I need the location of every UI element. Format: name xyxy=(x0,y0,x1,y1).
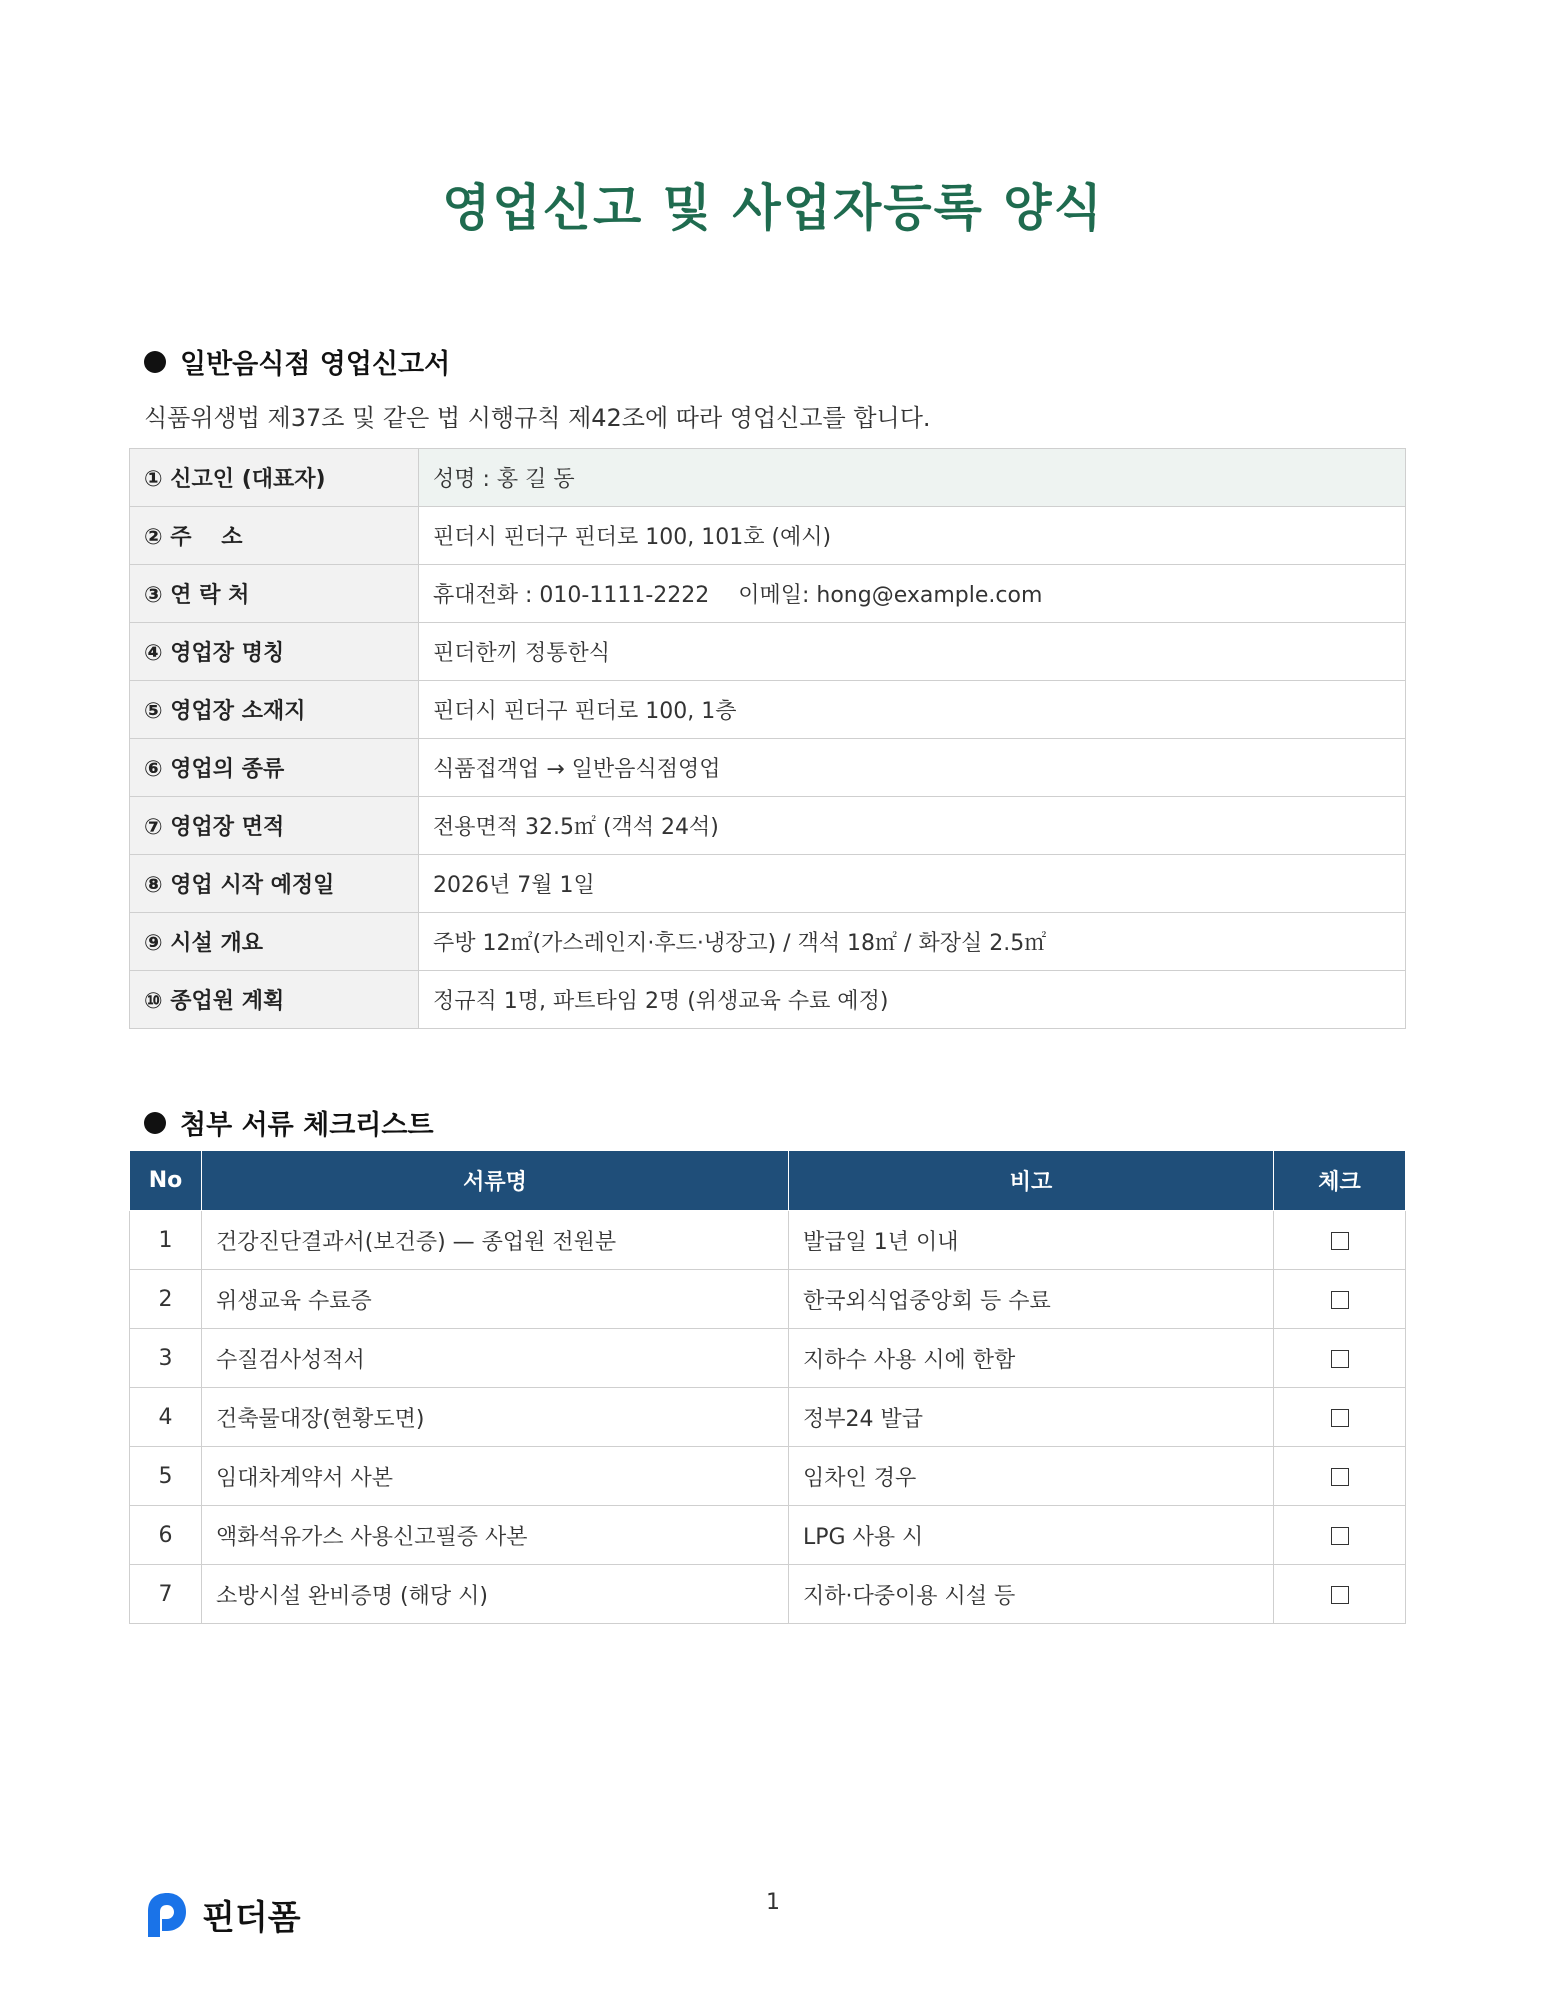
intro-text: 식품위생법 제37조 및 같은 법 시행규칙 제42조에 따라 영업신고를 합니다. xyxy=(144,404,931,432)
field-value: 식품접객업 → 일반음식점영업 xyxy=(419,739,1406,797)
check-cell xyxy=(1274,1211,1406,1270)
row-number: 7 xyxy=(130,1565,202,1624)
field-label: ⑥ 영업의 종류 xyxy=(130,739,419,797)
checkbox[interactable] xyxy=(1331,1409,1349,1427)
table-row xyxy=(130,913,1406,971)
table-row xyxy=(130,1506,1406,1565)
document-name: 위생교육 수료증 xyxy=(202,1270,789,1329)
table-row xyxy=(130,1329,1406,1388)
document-name: 임대차계약서 사본 xyxy=(202,1447,789,1506)
table-row xyxy=(130,1447,1406,1506)
field-value: 핀더한끼 정통한식 xyxy=(419,623,1406,681)
table-row xyxy=(130,449,1406,507)
section-heading-application xyxy=(144,342,450,381)
table-row xyxy=(130,1565,1406,1624)
row-number: 2 xyxy=(130,1270,202,1329)
section-heading-checklist xyxy=(144,1103,434,1142)
check-cell xyxy=(1274,1565,1406,1624)
row-number: 1 xyxy=(130,1211,202,1270)
table-row xyxy=(130,797,1406,855)
page-title: 영업신고 및 사업자등록 양식 xyxy=(442,179,1104,237)
column-header-no: No xyxy=(130,1151,202,1211)
column-header-name: 서류명 xyxy=(202,1151,789,1211)
field-label: ⑤ 영업장 소재지 xyxy=(130,681,419,739)
documents-checklist-table xyxy=(129,1150,1406,1624)
check-cell xyxy=(1274,1506,1406,1565)
table-row xyxy=(130,565,1406,623)
table-row xyxy=(130,855,1406,913)
row-number: 3 xyxy=(130,1329,202,1388)
bullet-icon xyxy=(144,351,166,373)
document-note: 지하·다중이용 시설 등 xyxy=(789,1565,1274,1624)
document-name: 소방시설 완비증명 (해당 시) xyxy=(202,1565,789,1624)
field-label: ⑦ 영업장 면적 xyxy=(130,797,419,855)
field-value: 주방 12㎡(가스레인지·후드·냉장고) / 객석 18㎡ / 화장실 2.5㎡ xyxy=(419,913,1406,971)
checkbox[interactable] xyxy=(1331,1586,1349,1604)
checkbox[interactable] xyxy=(1331,1291,1349,1309)
table-row xyxy=(130,623,1406,681)
row-number: 6 xyxy=(130,1506,202,1565)
table-row xyxy=(130,507,1406,565)
document-name: 액화석유가스 사용신고필증 사본 xyxy=(202,1506,789,1565)
field-label: ③ 연 락 처 xyxy=(130,565,419,623)
table-row xyxy=(130,739,1406,797)
page-number: 1 xyxy=(766,1890,780,1915)
field-value: 핀더시 핀더구 핀더로 100, 101호 (예시) xyxy=(419,507,1406,565)
row-number: 4 xyxy=(130,1388,202,1447)
checkbox[interactable] xyxy=(1331,1468,1349,1486)
field-label: ⑩ 종업원 계획 xyxy=(130,971,419,1029)
field-label: ⑨ 시설 개요 xyxy=(130,913,419,971)
table-row xyxy=(130,1270,1406,1329)
check-cell xyxy=(1274,1270,1406,1329)
field-value: 정규직 1명, 파트타임 2명 (위생교육 수료 예정) xyxy=(419,971,1406,1029)
table-row xyxy=(130,971,1406,1029)
document-name: 건강진단결과서(보건증) — 종업원 전원분 xyxy=(202,1211,789,1270)
check-cell xyxy=(1274,1388,1406,1447)
field-value: 핀더시 핀더구 핀더로 100, 1층 xyxy=(419,681,1406,739)
table-header-row xyxy=(130,1151,1406,1211)
checkbox[interactable] xyxy=(1331,1350,1349,1368)
field-value: 전용면적 32.5㎡ (객석 24석) xyxy=(419,797,1406,855)
column-header-check: 체크 xyxy=(1274,1151,1406,1211)
section-heading-text: 첨부 서류 체크리스트 xyxy=(180,1110,434,1141)
document-note: 정부24 발급 xyxy=(789,1388,1274,1447)
column-header-note: 비고 xyxy=(789,1151,1274,1211)
document-note: 발급일 1년 이내 xyxy=(789,1211,1274,1270)
field-label: ② 주 소 xyxy=(130,507,419,565)
row-number: 5 xyxy=(130,1447,202,1506)
field-label: ④ 영업장 명칭 xyxy=(130,623,419,681)
application-table xyxy=(129,448,1406,1029)
field-value: 휴대전화 : 010-1111-2222 이메일: hong@example.com xyxy=(419,565,1406,623)
checkbox[interactable] xyxy=(1331,1527,1349,1545)
document-note: 지하수 사용 시에 한함 xyxy=(789,1329,1274,1388)
check-cell xyxy=(1274,1329,1406,1388)
brand-name: 핀더폼 xyxy=(202,1898,301,1938)
field-label: ⑧ 영업 시작 예정일 xyxy=(130,855,419,913)
section-heading-text: 일반음식점 영업신고서 xyxy=(180,349,451,380)
document-note: LPG 사용 시 xyxy=(789,1506,1274,1565)
check-cell xyxy=(1274,1447,1406,1506)
checkbox[interactable] xyxy=(1331,1232,1349,1250)
field-value: 2026년 7월 1일 xyxy=(419,855,1406,913)
field-value: 성명 : 홍 길 동 xyxy=(419,449,1406,507)
document-note: 임차인 경우 xyxy=(789,1447,1274,1506)
table-row xyxy=(130,681,1406,739)
document-name: 수질검사성적서 xyxy=(202,1329,789,1388)
field-label: ① 신고인 (대표자) xyxy=(130,449,419,507)
table-row xyxy=(130,1211,1406,1270)
document-note: 한국외식업중앙회 등 수료 xyxy=(789,1270,1274,1329)
document-name: 건축물대장(현황도면) xyxy=(202,1388,789,1447)
bullet-icon xyxy=(144,1112,166,1134)
table-row xyxy=(130,1388,1406,1447)
